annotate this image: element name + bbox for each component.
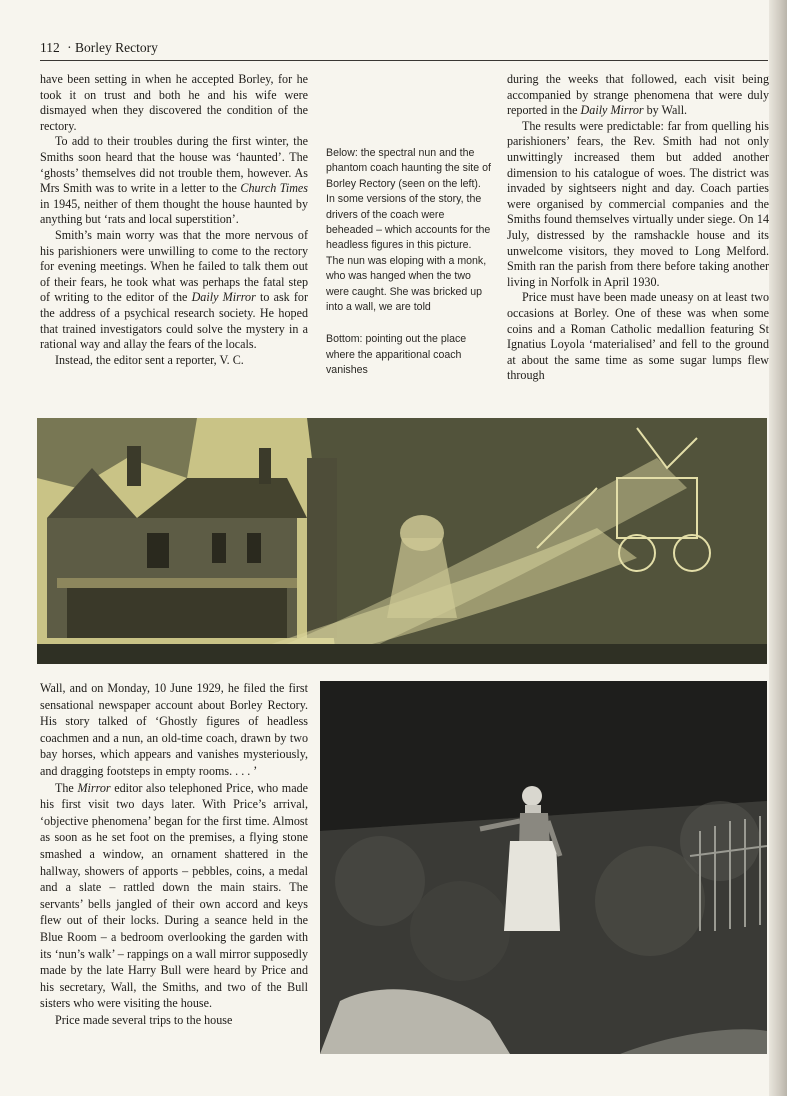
running-header (40, 40, 768, 61)
caption-column (326, 146, 491, 396)
header-separator: · (67, 40, 72, 55)
bottom-left-column (40, 680, 308, 1028)
paragraph: Instead, the editor sent a reporter, V. C. (55, 352, 244, 367)
rectory-coach-illustration (37, 418, 767, 664)
section-title: Borley Rectory (75, 40, 158, 55)
paragraph: have been setting in when he accepted Borley, for he took it on trust and both he and his wife were dismayed when they discovered the condition of the rectory. (40, 72, 308, 133)
page-number: 112 (40, 40, 60, 55)
paragraph: The Mirror editor also telephoned Price, who made his first visit two days later. With Price’s arrival, ‘objective phenomena’ began for the first time. Almost as soon as he set foot on the premises, a flying stone smashed a window, an ornament shattered in the hallway, showers of apports – pebbles, coins, a medal and a slate – rattled down the main stairs. The servants’ bells jangled of their own accord and keys flew out of their locks. During a seance held in the Blue Room – a bedroom overlooking the garden with its ‘nun’s walk’ – rappings on a wall mirror supposedly made by the late Harry Bull were heard by Price and his secretary, Wall, the Smiths, and two of the Bull sisters who were visiting the house. (40, 780, 309, 1011)
paragraph: Price must have been made uneasy on at least two occasions at Borley. One of these was when some coins and a Roman Catholic medallion featuring St Ignatius Loyola ‘materialised’ and fell to the ground at about the same time as some sugar lumps flew through (507, 290, 769, 383)
paragraph: Wall, and on Monday, 10 June 1929, he filed the first sensational newspaper account about Borley Rectory. His story talked of ‘Ghostly figures of headless coachmen and a nun, an old-time coach, drawn by two bay horses, which appears and vanishes mysteriously, and dragging footsteps in empty rooms. . . . ’ (40, 681, 308, 778)
caption-below: Below: the spectral nun and the phantom coach haunting the site of Borley Rectory (seen on the left). In some versions of the story, the drivers of the coach were beheaded – which accounts for the headless figures in this picture. The nun was eloping with a monk, who was hanged when the two were caught. She was bricked up into a wall, we are told (326, 147, 491, 314)
right-column (507, 72, 769, 384)
paragraph: The results were predictable: far from quelling his parishioners’ fears, the Rev. Smith had not only unwittingly increased them but added another dimension to his catalogue of woes. The district was invaded by sightseers night and day. Coach parties were organised by commercial companies and the Smiths found themselves virtually under siege. On 14 July, distressed by the ramshackle house and its unwelcome visitors, they moved to Long Melford. Smith ran the parish from there before taking another living in Norfolk in April 1930. (507, 118, 769, 289)
paragraph: Smith’s main worry was that the more nervous of his parishioners were unwilling to come to the rectory for evening meetings. When he failed to talk them out of their fears, he took what was perhaps the fatal step of writing to the editor of the Daily Mirror to ask for the address of a psychical research society. He hoped that trained investigators could solve the mystery in a rational way and allay the fears of the locals. (40, 227, 308, 352)
garden-pointing-photo (320, 681, 767, 1054)
caption-bottom: Bottom: pointing out the place where the apparitional coach vanishes (326, 333, 467, 377)
paragraph: To add to their troubles during the first winter, the Smiths soon heard that the house was ‘haunted’. The ‘ghosts’ themselves did not trouble them, however. As Mrs Smith was to write in a letter to the Church Times in 1945, neither of them thought the house haunted by anything but ‘rats and local superstition’. (40, 134, 308, 227)
paragraph: Price made several trips to the house (55, 1012, 233, 1027)
left-column (40, 72, 308, 368)
paragraph: during the weeks that followed, each visit being accompanied by strange phenomena that were duly reported in the Daily Mirror by Wall. (507, 72, 769, 118)
page-edge (769, 0, 787, 1096)
